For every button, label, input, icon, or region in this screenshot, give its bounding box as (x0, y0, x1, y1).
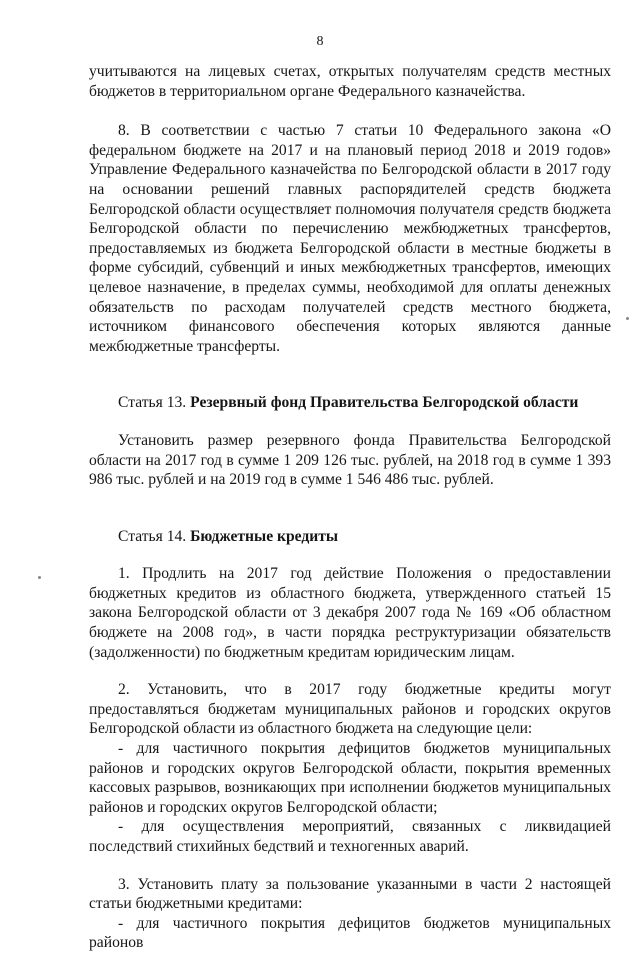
scan-mark (38, 576, 41, 579)
article-13-heading (89, 393, 611, 413)
article-14-heading (89, 527, 611, 547)
paragraph-intro: учитываются на лицевых счетах, открытых получателям средств местных бюджетов в территориальном органе Федерального казначейства. (89, 63, 611, 100)
scan-mark (626, 317, 629, 320)
article-14-paragraph-3: 3. Установить плату за пользование указанными в части 2 настоящей статьи бюджетными кредитами: (89, 875, 611, 913)
paragraph-item-8: 8. В соответствии с частью 7 статьи 10 Федерального закона «О федеральном бюджете на 2017 и на плановый период 2018 и 2019 годов» Управление Федерального казначейства по Белгородской области в 2017 году на основании решений главных распорядителей средств бюджета Белгородской области осуществляет полномочия получателя средств бюджета Белгородской области по перечислению межбюджетных трансфертов, предоставляемых из бюджета Белгородской области в местные бюджеты в форме субсидий, субвенций и иных межбюджетных трансфертов, имеющих целевое назначение, в пределах суммы, необходимой для оплаты денежных обязательств по расходам получателей средств местного бюджета, источником финансового обеспечения которых являются данные межбюджетные трансферты. (89, 122, 611, 355)
article-14-label: Статья 14. (118, 527, 187, 545)
article-14-paragraph-3-item-1: - для частичного покрытия дефицитов бюджетов муниципальных районов (89, 914, 611, 952)
document-body (89, 62, 611, 953)
article-14-title: Бюджетные кредиты (190, 527, 339, 545)
article-13-title: Резервный фонд Правительства Белгородской области (190, 394, 579, 412)
page-number: 8 (316, 34, 324, 49)
article-14-paragraph-2: 2. Установить, что в 2017 году бюджетные кредиты могут предоставляться бюджетам муниципальных районов и городских округов Белгородской области из областного бюджета на следующие цели: (89, 681, 611, 738)
article-13-label: Статья 13. (118, 394, 187, 412)
article-14-paragraph-2-item-1: - для частичного покрытия дефицитов бюджетов муниципальных районов и городских округов Белгородской области, покрытия временных кассовых разрывов, возникающих при исполнении бюджетов муниципальных районов и городских округов Белгородской области; (89, 740, 611, 816)
article-14-paragraph-1: 1. Продлить на 2017 год действие Положения о предоставлении бюджетных кредитов из областного бюджета, утвержденного статьей 15 закона Белгородской области от 3 декабря 2007 года № 169 «Об областном бюджете на 2008 год», в части порядка реструктуризации обязательств (задолженности) по бюджетным кредитам юридическим лицам. (89, 565, 611, 661)
article-13-paragraph: Установить размер резервного фонда Правительства Белгородской области на 2017 год в сумме 1 209 126 тыс. рублей, на 2018 год в сумме 1 393 986 тыс. рублей и на 2019 год в сумме 1 546 486 тыс. рублей. (89, 431, 611, 489)
article-14-paragraph-2-item-2: - для осуществления мероприятий, связанных с ликвидацией последствий стихийных бедствий и техногенных аварий. (89, 818, 611, 855)
